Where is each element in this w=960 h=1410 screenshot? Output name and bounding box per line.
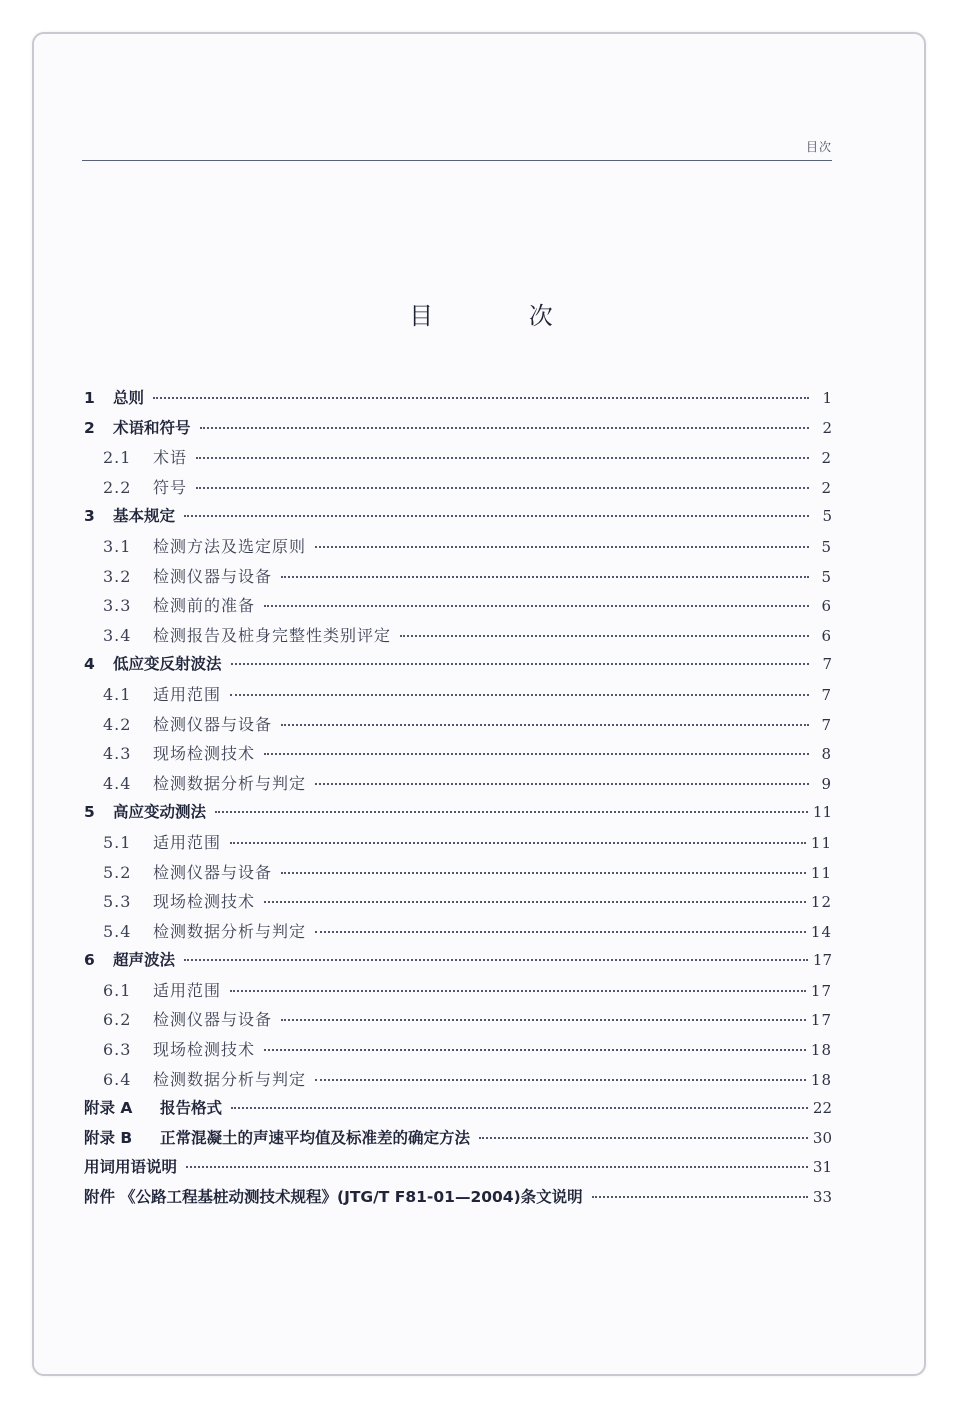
toc-entry-number: 1 [84,389,95,407]
toc-entry-number: 2.2 [103,477,132,497]
toc-entry-page-number: 17 [810,1011,832,1030]
toc-entry[interactable] [84,504,832,534]
toc-entry[interactable] [84,1037,832,1067]
dot-leader [315,931,806,933]
toc-entry-number: 6.4 [103,1069,132,1089]
toc-entry-title: 检测仪器与设备 [153,714,273,734]
toc-entry[interactable] [84,445,832,475]
toc-entry-page-number: 7 [822,655,832,674]
toc-entry[interactable] [84,682,832,712]
toc-entry-page-number: 5 [821,537,832,556]
toc-entry-page-number: 12 [810,893,832,912]
toc-entry-number: 5.1 [103,832,132,852]
toc-entry[interactable] [84,1185,832,1215]
toc-entry[interactable] [84,712,832,742]
toc-entry-number: 2.1 [103,448,132,468]
toc-entry-title: 高应变动测法 [113,803,207,822]
toc-entry[interactable] [84,830,832,860]
toc-entry-number: 6.3 [103,1040,132,1060]
toc-entry-number: 5.3 [103,892,132,912]
toc-entry[interactable] [84,475,832,505]
toc-entry[interactable] [84,978,832,1008]
dot-leader [281,576,809,578]
toc-entry-number: 4.3 [103,744,132,764]
toc-entry-number: 4.4 [103,773,132,793]
toc-entry-page-number: 6 [821,626,832,645]
toc-entry-title: 术语和符号 [113,418,191,437]
toc-entry-title: 适用范围 [153,832,222,852]
dot-leader [196,457,809,459]
toc-entry-page-number: 22 [812,1099,832,1118]
toc-entry-number: 3.2 [103,566,132,586]
toc-entry-page-number: 2 [821,478,832,497]
toc-entry-title: 检测数据分析与判定 [153,1069,307,1089]
dot-leader [592,1196,808,1198]
toc-entry-title: 《公路工程基桩动测技术规程》(JTG/T F81-01—2004)条文说明 [120,1188,583,1207]
toc-entry[interactable] [84,889,832,919]
toc-entry-page-number: 9 [821,774,832,793]
dot-leader [196,487,809,489]
toc-entry-number: 5.2 [103,862,132,882]
dot-leader [230,694,809,696]
toc-entry-title: 检测报告及桩身完整性类别评定 [153,625,392,645]
toc-entry[interactable] [84,800,832,830]
document-page [32,32,926,1376]
toc-entry-page-number: 17 [812,951,832,970]
dot-leader [153,397,809,399]
toc-entry-title: 检测前的准备 [153,596,256,616]
toc-entry-page-number: 31 [812,1158,832,1177]
toc-entry-number: 5.4 [103,921,132,941]
toc-entry-number: 3.1 [103,536,132,556]
toc-entry-page-number: 5 [821,567,832,586]
dot-leader [400,635,809,637]
running-head: 目次 [805,140,832,154]
toc-entry-page-number: 18 [810,1070,832,1089]
toc-entry[interactable] [84,948,832,978]
toc-entry[interactable] [84,652,832,682]
toc-entry-page-number: 5 [822,507,832,526]
toc-entry[interactable] [84,1096,832,1126]
toc-entry[interactable] [84,386,832,416]
dot-leader [230,990,806,992]
toc-entry-title: 超声波法 [113,951,176,970]
toc-entry-page-number: 11 [810,863,832,882]
toc-entry-title: 适用范围 [153,684,222,704]
toc-entry[interactable] [84,771,832,801]
toc-entry-number: 附录 A [84,1099,133,1118]
toc-entry[interactable] [84,416,832,446]
dot-leader [315,783,809,785]
toc-entry-title: 检测仪器与设备 [153,862,273,882]
toc-entry[interactable] [84,741,832,771]
toc-entry-page-number: 7 [821,685,832,704]
toc-entry-page-number: 30 [812,1128,832,1147]
dot-leader [186,1166,808,1168]
toc-entry-title: 检测数据分析与判定 [153,921,307,941]
toc-entry-number: 4 [84,655,95,674]
toc-entry-title: 现场检测技术 [153,892,256,912]
toc-entry-title: 检测仪器与设备 [153,1010,273,1030]
dot-leader [264,753,809,755]
dot-leader [184,515,809,517]
toc-entry-number: 4.1 [103,684,132,704]
toc-entry[interactable] [84,1007,832,1037]
toc-entry-page-number: 1 [822,389,832,407]
toc-entry-title: 术语 [153,448,188,468]
toc-entry-page-number: 2 [821,449,832,468]
toc-entry-number: 5 [84,803,95,822]
toc-entry-page-number: 11 [810,833,832,852]
toc-entry[interactable] [84,1067,832,1097]
dot-leader [184,959,808,961]
toc-entry-number: 附件 [84,1188,116,1207]
toc-entry-page-number: 2 [822,418,832,437]
toc-entry-number: 3.4 [103,625,132,645]
toc-entry-page-number: 33 [812,1188,832,1207]
toc-entry-number: 3.3 [103,596,132,616]
toc-entry-number: 6 [84,951,95,970]
toc-entry-page-number: 18 [810,1041,832,1060]
toc-entry-title: 现场检测技术 [153,744,256,764]
dot-leader [215,811,808,813]
dot-leader [281,1019,806,1021]
toc-entry[interactable] [84,1126,832,1156]
toc-entry-title: 符号 [153,477,188,497]
dot-leader [264,605,809,607]
toc-entry[interactable] [84,564,832,594]
toc-entry-title: 检测仪器与设备 [153,566,273,586]
toc-entry[interactable] [84,623,832,653]
toc-entry-title: 正常混凝土的声速平均值及标准差的确定方法 [160,1128,471,1147]
toc-entry[interactable] [84,593,832,623]
toc-entry-page-number: 17 [810,981,832,1000]
dot-leader [264,1049,806,1051]
toc-entry[interactable] [84,860,832,890]
toc-entry[interactable] [84,919,832,949]
toc-entry[interactable] [84,534,832,564]
toc-entry-number: 附录 B [84,1128,133,1147]
toc-entry-page-number: 11 [812,803,832,822]
toc-entry-page-number: 6 [821,597,832,616]
dot-leader [231,663,809,665]
dot-leader [230,842,806,844]
header-rule [82,160,832,161]
dot-leader [315,1079,806,1081]
toc-entry-title: 检测方法及选定原则 [153,536,307,556]
toc-entry-number: 6.2 [103,1010,132,1030]
dot-leader [231,1107,808,1109]
toc-entry-number: 2 [84,418,95,437]
toc-entry-number: 3 [84,507,95,526]
toc-entry[interactable] [84,1155,832,1185]
toc-entry-page-number: 8 [821,745,832,764]
dot-leader [315,546,809,548]
page-title: 目 次 [409,302,597,330]
toc-entry-page-number: 14 [810,922,832,941]
toc-entry-title: 适用范围 [153,980,222,1000]
toc-entry-title: 基本规定 [113,507,176,526]
table-of-contents [84,386,832,1215]
toc-entry-title: 报告格式 [160,1099,223,1118]
dot-leader [264,901,806,903]
toc-entry-page-number: 7 [821,715,832,734]
toc-entry-number: 4.2 [103,714,132,734]
dot-leader [281,872,806,874]
toc-entry-title: 用词用语说明 [84,1158,178,1177]
toc-entry-title: 总则 [113,389,145,407]
toc-entry-title: 现场检测技术 [153,1040,256,1060]
toc-entry-title: 低应变反射波法 [113,655,222,674]
dot-leader [200,427,809,429]
dot-leader [479,1137,808,1139]
toc-entry-number: 6.1 [103,980,132,1000]
toc-entry-title: 检测数据分析与判定 [153,773,307,793]
dot-leader [281,724,809,726]
